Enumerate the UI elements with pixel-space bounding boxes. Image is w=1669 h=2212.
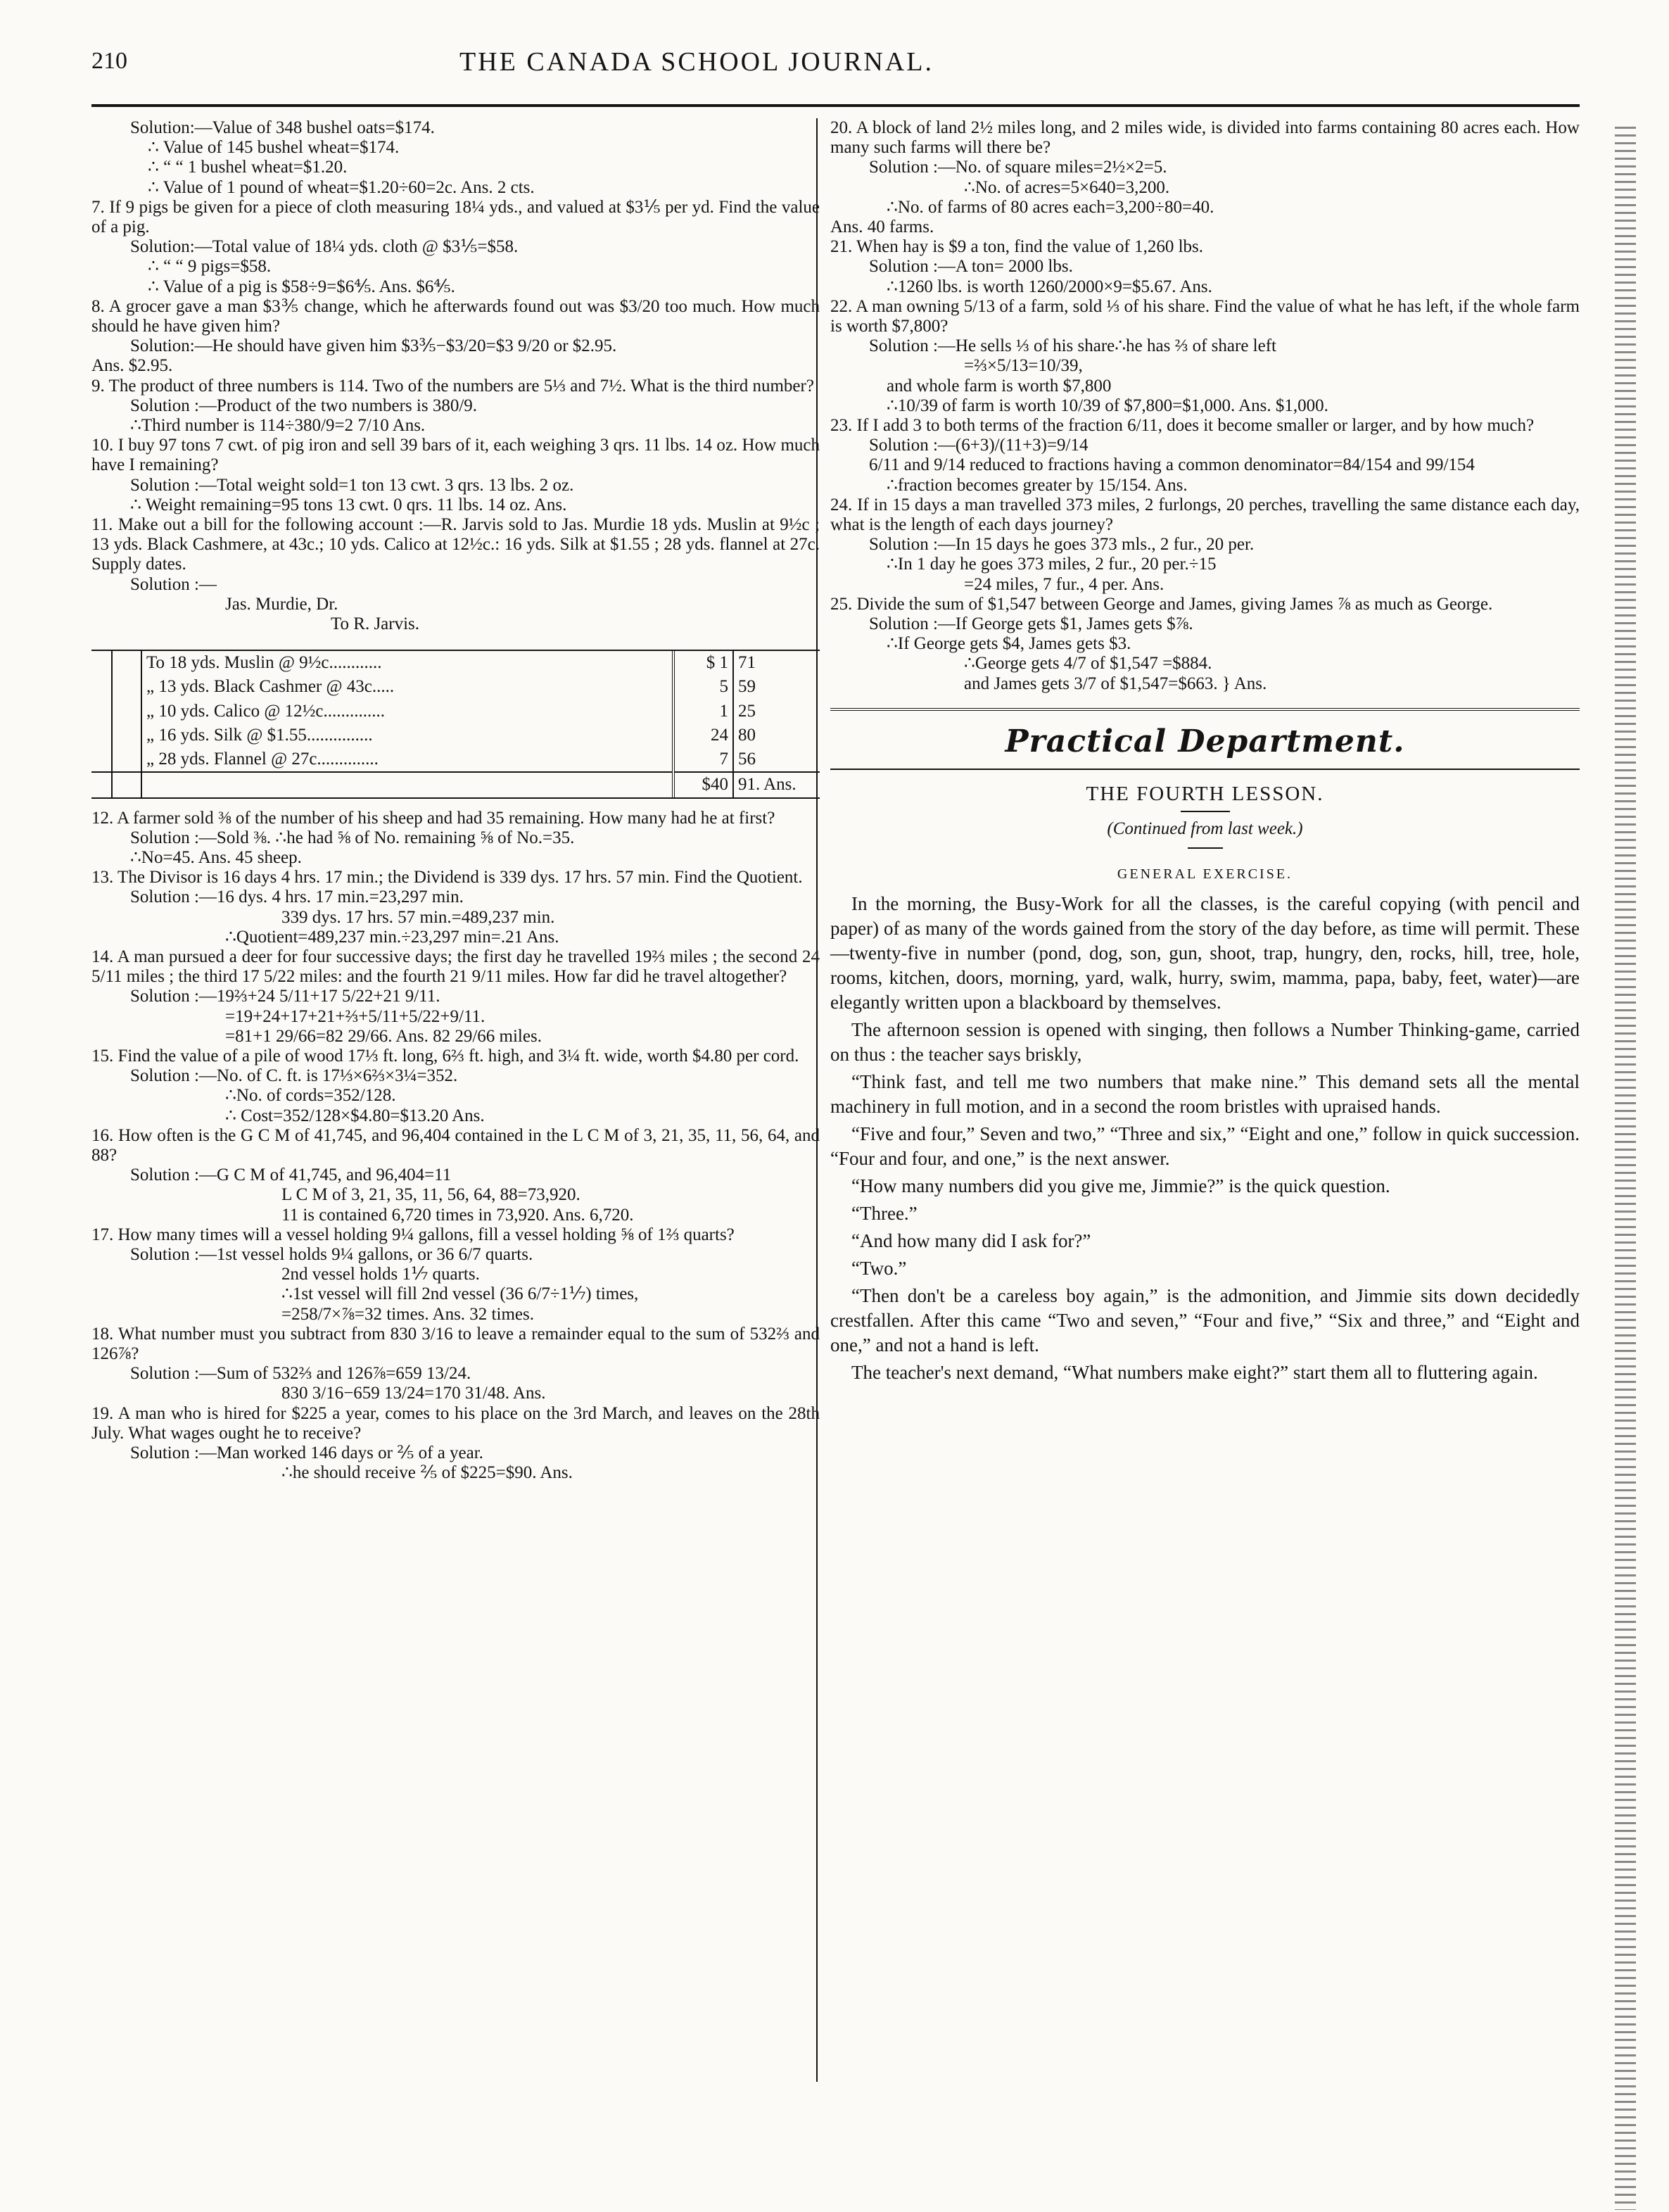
problem-line: and James gets 3/7 of $1,547=$663. } Ans. (964, 674, 1267, 693)
exercise-subhead: GENERAL EXERCISE. (1117, 866, 1293, 883)
lesson-paragraph: “Three.” (851, 1202, 918, 1224)
problem-line: Jas. Murdie, Dr. (225, 594, 338, 614)
problem-line: Solution :—No. of C. ft. is 17⅓×6⅔×3¼=352. (130, 1066, 458, 1086)
problem-line: Solution:—Value of 348 bushel oats=$174. (130, 118, 435, 137)
problem-line: Solution :—G C M of 41,745, and 96,404=11 (130, 1165, 452, 1185)
thin-rule (830, 769, 1580, 770)
bill-item (141, 772, 673, 797)
problem-line: Solution:—Total value of 18¼ yds. cloth @ $3⅕=$58. (130, 237, 519, 257)
bill-date-col (91, 723, 112, 747)
bill-dollars: 24 (673, 723, 733, 747)
problem-line: 16. How often is the G C M of 41,745, and 96,404 contained in the L C M of 3, 21, 35, 11, 56, 64, and 88? (91, 1125, 820, 1165)
bill-item: „ 28 yds. Flannel @ 27c.............. (141, 747, 673, 772)
bill-item: „ 10 yds. Calico @ 12½c.............. (141, 700, 673, 723)
problem-line: Solution :—19⅔+24 5/11+17 5/22+21 9/11. (130, 987, 440, 1006)
right-column (830, 118, 1580, 1388)
problem-line: ∴George gets 4/7 of $1,547 =$884. (964, 654, 1212, 674)
journal-title: THE CANADA SCHOOL JOURNAL. (459, 47, 934, 77)
bill-item: To 18 yds. Muslin @ 9½c............ (141, 651, 673, 675)
left-column (91, 118, 820, 1483)
bill-cents: 56 (738, 750, 756, 769)
problem-line: L C M of 3, 21, 35, 11, 56, 64, 88=73,920. (281, 1185, 580, 1205)
problem-line: 339 dys. 17 hrs. 57 min.=489,237 min. (281, 907, 555, 927)
bill-total-row (91, 772, 820, 797)
problem-line: ∴No=45. Ans. 45 sheep. (130, 847, 302, 867)
problem-line: Solution :—He sells ⅓ of his share∴he has ⅔ of share left (869, 336, 1276, 356)
problem-line: Solution :—Product of the two numbers is 380/9. (130, 396, 478, 415)
problem-line: Solution :—Man worked 146 days or ⅖ of a year. (130, 1443, 483, 1462)
problem-line: ∴Third number is 114÷380/9=2 7/10 Ans. (130, 416, 426, 436)
problem-line: 21. When hay is $9 a ton, find the value of 1,260 lbs. (830, 237, 1204, 257)
problem-line: 22. A man owning 5/13 of a farm, sold ⅓ of his share. Find the value of what he has left, if the whole farm is worth $7,800? (830, 296, 1580, 336)
problem-line: 24. If in 15 days a man travelled 373 miles, 2 furlongs, 20 perches, travelling the same distance each day, what is the length of each days journey? (830, 495, 1580, 535)
problem-line: 18. What number must you subtract from 830 3/16 to leave a remainder equal to the sum of 532⅔ and 126⅞? (91, 1324, 820, 1363)
column-divider (816, 118, 818, 2082)
problem-line: 25. Divide the sum of $1,547 between George and James, giving James ⅞ as much as George. (830, 594, 1493, 614)
bill-total-cents: 91. Ans. (733, 772, 820, 797)
lesson-paragraph: The teacher's next demand, “What numbers make eight?” start them all to fluttering again. (851, 1361, 1538, 1383)
bill-table (91, 650, 820, 798)
problem-line: ∴Quotient=489,237 min.÷23,297 min=.21 Ans. (225, 927, 559, 947)
bill-row (91, 700, 820, 723)
problem-line: 7. If 9 pigs be given for a piece of cloth measuring 18¼ yds., and valued at $3⅕ per yd. Find the value of a pig. (91, 197, 820, 237)
page-binding-edge (1615, 127, 1636, 2210)
problem-line: 8. A grocer gave a man $3⅗ change, which he afterwards found out was $3/20 too much. How much should he have given him? (91, 296, 820, 336)
problem-line: Solution :—If George gets $1, James gets $⅞. (869, 614, 1193, 634)
lesson-paragraph: “Then don't be a careless boy again,” is the admonition, and Jimmie sits down decidedly crestfallen. After this came “Two and seven,” “Four and five,” “Six and three,” and “Eight and one,” and not a hand is left. (830, 1284, 1580, 1355)
lesson-paragraph: The afternoon session is opened with singing, then follows a Number Thinking-game, carried on thus : the teacher says briskly, (830, 1018, 1580, 1065)
problem-line: ∴10/39 of farm is worth 10/39 of $7,800=$1,000. Ans. $1,000. (887, 396, 1328, 415)
bill-cents: 80 (738, 725, 756, 745)
problem-line: Ans. $2.95. (91, 356, 173, 376)
bill-dollars: 1 (673, 700, 733, 723)
bill-date-col (91, 772, 112, 797)
bill-row (91, 651, 820, 675)
bill-cents: 25 (738, 701, 756, 721)
problem-line: 10. I buy 97 tons 7 cwt. of pig iron and sell 39 bars of it, each weighing 3 qrs. 11 lbs. 14 oz. How much have I remaining? (91, 436, 820, 475)
problem-line: 9. The product of three numbers is 114. Two of the numbers are 5⅓ and 7½. What is the third number? (91, 376, 814, 396)
problem-line: Ans. 40 farms. (830, 217, 934, 237)
continued-note: (Continued from last week.) (1107, 819, 1303, 839)
bill-item: „ 16 yds. Silk @ $1.55............... (141, 723, 673, 747)
bill-date-col (91, 675, 112, 699)
header-rule (91, 104, 1580, 107)
lesson-paragraph: “Five and four,” Seven and two,” “Three and six,” “Eight and one,” follow in quick succession. “Four and four, and one,” is the next answer. (830, 1123, 1580, 1169)
lesson-paragraph: “Think fast, and tell me two numbers that make nine.” This demand sets all the mental machinery in full motion, and in a second the room bristles with upraised hands. (830, 1070, 1580, 1117)
bill-month-col (112, 772, 141, 797)
short-rule (1188, 847, 1223, 849)
problem-line: 23. If I add 3 to both terms of the fraction 6/11, does it become smaller or larger, and by how much? (830, 416, 1535, 436)
problem-line: =258/7×⅞=32 times. Ans. 32 times. (281, 1304, 534, 1324)
problem-line: 2nd vessel holds 1⅐ quarts. (281, 1265, 480, 1284)
problem-line: Solution:—He should have given him $3⅗−$3/20=$3 9/20 or $2.95. (130, 336, 617, 356)
problem-line: Solution :—A ton= 2000 lbs. (869, 257, 1073, 277)
section-rule (830, 708, 1580, 711)
lesson-title: THE FOURTH LESSON. (1086, 782, 1324, 805)
lesson-paragraph: “And how many did I ask for?” (851, 1230, 1091, 1251)
bill-month-col (112, 700, 141, 723)
lesson-paragraph: In the morning, the Busy-Work for all the classes, is the careful copying (with pencil and paper) of as many of the words gained from the story of the day before, as time will permit. These —twenty-five in number (pond, dog, son, gun, shoot, trap, hungry, den, rocks, hill, tree, hole, rooms, kitchen, doors, morning, yard, walk, hurry, swim, mamma, papa, baby, feet, water)—are elegantly written upon a blackboard by themselves. (830, 892, 1580, 1013)
problem-line: 11 is contained 6,720 times in 73,920. Ans. 6,720. (281, 1205, 634, 1225)
problem-line: 13. The Divisor is 16 days 4 hrs. 17 min.; the Dividend is 339 dys. 17 hrs. 57 min. Find the Quotient. (91, 868, 803, 887)
bill-item: „ 13 yds. Black Cashmer @ 43c..... (141, 675, 673, 699)
problem-line: Solution :—No. of square miles=2½×2=5. (869, 158, 1167, 177)
page-number: 210 (91, 48, 127, 74)
problem-line: ∴fraction becomes greater by 15/154. Ans. (887, 475, 1188, 495)
problem-line: ∴ Value of 1 pound of wheat=$1.20÷60=2c. Ans. 2 cts. (148, 177, 535, 197)
bill-cents: 59 (738, 677, 756, 697)
problem-line: 11. Make out a bill for the following account :—R. Jarvis sold to Jas. Murdie 18 yds. Muslin at 9½c ; 13 yds. Black Cashmere, at 43c.; 10 yds. Calico at 12½c.: 16 yds. Silk at $1.55 ; 28 yds. flannel at 27c. Supply dates. (91, 515, 820, 574)
problem-line: =81+1 29/66=82 29/66. Ans. 82 29/66 miles. (225, 1026, 542, 1046)
problem-line: =19+24+17+21+⅔+5/11+5/22+9/11. (225, 1006, 486, 1026)
bill-date-col (91, 651, 112, 675)
problem-line: ∴No. of cords=352/128. (225, 1086, 396, 1106)
problem-line: and whole farm is worth $7,800 (887, 376, 1112, 396)
bill-dollars: $ 1 (673, 651, 733, 675)
bill-cents: 71 (738, 653, 756, 673)
bill-dollars: 7 (673, 747, 733, 772)
problem-line: ∴ Value of a pig is $58÷9=$6⅘. Ans. $6⅘. (148, 277, 455, 296)
problem-line: ∴No. of acres=5×640=3,200. (964, 177, 1170, 197)
bill-date-col (91, 700, 112, 723)
problem-line: Solution :—(6+3)/(11+3)=9/14 (869, 436, 1089, 455)
problem-line: ∴ “ “ 1 bushel wheat=$1.20. (148, 158, 348, 177)
problem-line: ∴ Cost=352/128×$4.80=$13.20 Ans. (225, 1106, 485, 1125)
problem-line: =⅔×5/13=10/39, (964, 356, 1083, 376)
problem-line: =24 miles, 7 fur., 4 per. Ans. (964, 574, 1165, 594)
bill-month-col (112, 675, 141, 699)
problem-line: Solution :—1st vessel holds 9¼ gallons, or 36 6/7 quarts. (130, 1244, 533, 1264)
lesson-prose (830, 892, 1580, 1385)
problem-line: 12. A farmer sold ⅜ of the number of his sheep and had 35 remaining. How many had he at first? (91, 808, 775, 828)
page-header (91, 41, 1302, 90)
problem-line: ∴No. of farms of 80 acres each=3,200÷80=40. (887, 197, 1214, 217)
problem-line: ∴ Weight remaining=95 tons 13 cwt. 0 qrs. 11 lbs. 14 oz. Ans. (130, 495, 567, 514)
bill-month-col (112, 747, 141, 772)
problem-line: ∴In 1 day he goes 373 miles, 2 fur., 20 per.÷15 (887, 555, 1217, 574)
problem-line: Solution :—Sold ⅜. ∴he had ⅝ of No. remaining ⅝ of No.=35. (130, 828, 575, 847)
bill-month-col (112, 723, 141, 747)
bill-dollars: 5 (673, 675, 733, 699)
bill-row (91, 675, 820, 699)
problem-line: ∴ “ “ 9 pigs=$58. (148, 257, 272, 277)
problem-line: 15. Find the value of a pile of wood 17⅓ ft. long, 6⅔ ft. high, and 3¼ ft. wide, worth $4.80 per cord. (91, 1046, 799, 1066)
problem-line: 6/11 and 9/14 reduced to fractions having a common denominator=84/154 and 99/154 (869, 455, 1475, 475)
left-problems-bottom (91, 809, 820, 1484)
problem-line: ∴ Value of 145 bushel wheat=$174. (148, 138, 400, 158)
problem-line: 19. A man who is hired for $225 a year, comes to his place on the 3rd March, and leaves on the 28th July. What wages ought he to receive? (91, 1403, 820, 1443)
problem-line: Solution :—Total weight sold=1 ton 13 cwt. 3 qrs. 13 lbs. 2 oz. (130, 475, 574, 495)
problem-line: Solution :—Sum of 532⅔ and 126⅞=659 13/24. (130, 1364, 471, 1384)
problem-line: Solution :— (130, 574, 217, 594)
problem-line: To R. Jarvis. (331, 614, 420, 634)
problem-line: ∴he should receive ⅖ of $225=$90. Ans. (281, 1463, 573, 1483)
bill-date-col (91, 747, 112, 772)
problem-line: ∴If George gets $4, James gets $3. (887, 634, 1131, 654)
problem-line: 14. A man pursued a deer for four successive days; the first day he travelled 19⅔ miles ; the second 24 5/11 miles ; the third 17 5/22 miles: and the fourth 21 9/11 miles. How far did he travel altogether? (91, 947, 820, 987)
left-problems-top (91, 118, 820, 634)
problem-line: ∴1260 lbs. is worth 1260/2000×9=$5.67. Ans. (887, 277, 1212, 296)
bill-month-col (112, 651, 141, 675)
problem-line: ∴1st vessel will fill 2nd vessel (36 6/7÷1⅐) times, (281, 1284, 639, 1304)
lesson-paragraph: “How many numbers did you give me, Jimmie?” is the quick question. (851, 1175, 1390, 1196)
problem-line: 20. A block of land 2½ miles long, and 2 miles wide, is divided into farms containing 80 acres each. How many such farms will there be? (830, 118, 1580, 158)
problem-line: 830 3/16−659 13/24=170 31/48. Ans. (281, 1384, 546, 1403)
short-rule (1181, 811, 1230, 812)
lesson-paragraph: “Two.” (851, 1257, 907, 1279)
bill-total-dollars: $40 (673, 772, 733, 797)
right-problems (830, 118, 1580, 694)
problem-line: Solution :—16 dys. 4 hrs. 17 min.=23,297 min. (130, 887, 464, 907)
bill-row (91, 747, 820, 772)
bill-row (91, 723, 820, 747)
problem-line: 17. How many times will a vessel holding 9¼ gallons, fill a vessel holding ⅝ of 1⅔ quarts? (91, 1225, 735, 1244)
problem-line: Solution :—In 15 days he goes 373 mls., 2 fur., 20 per. (869, 535, 1255, 555)
section-title: Practical Department. (1005, 723, 1405, 759)
